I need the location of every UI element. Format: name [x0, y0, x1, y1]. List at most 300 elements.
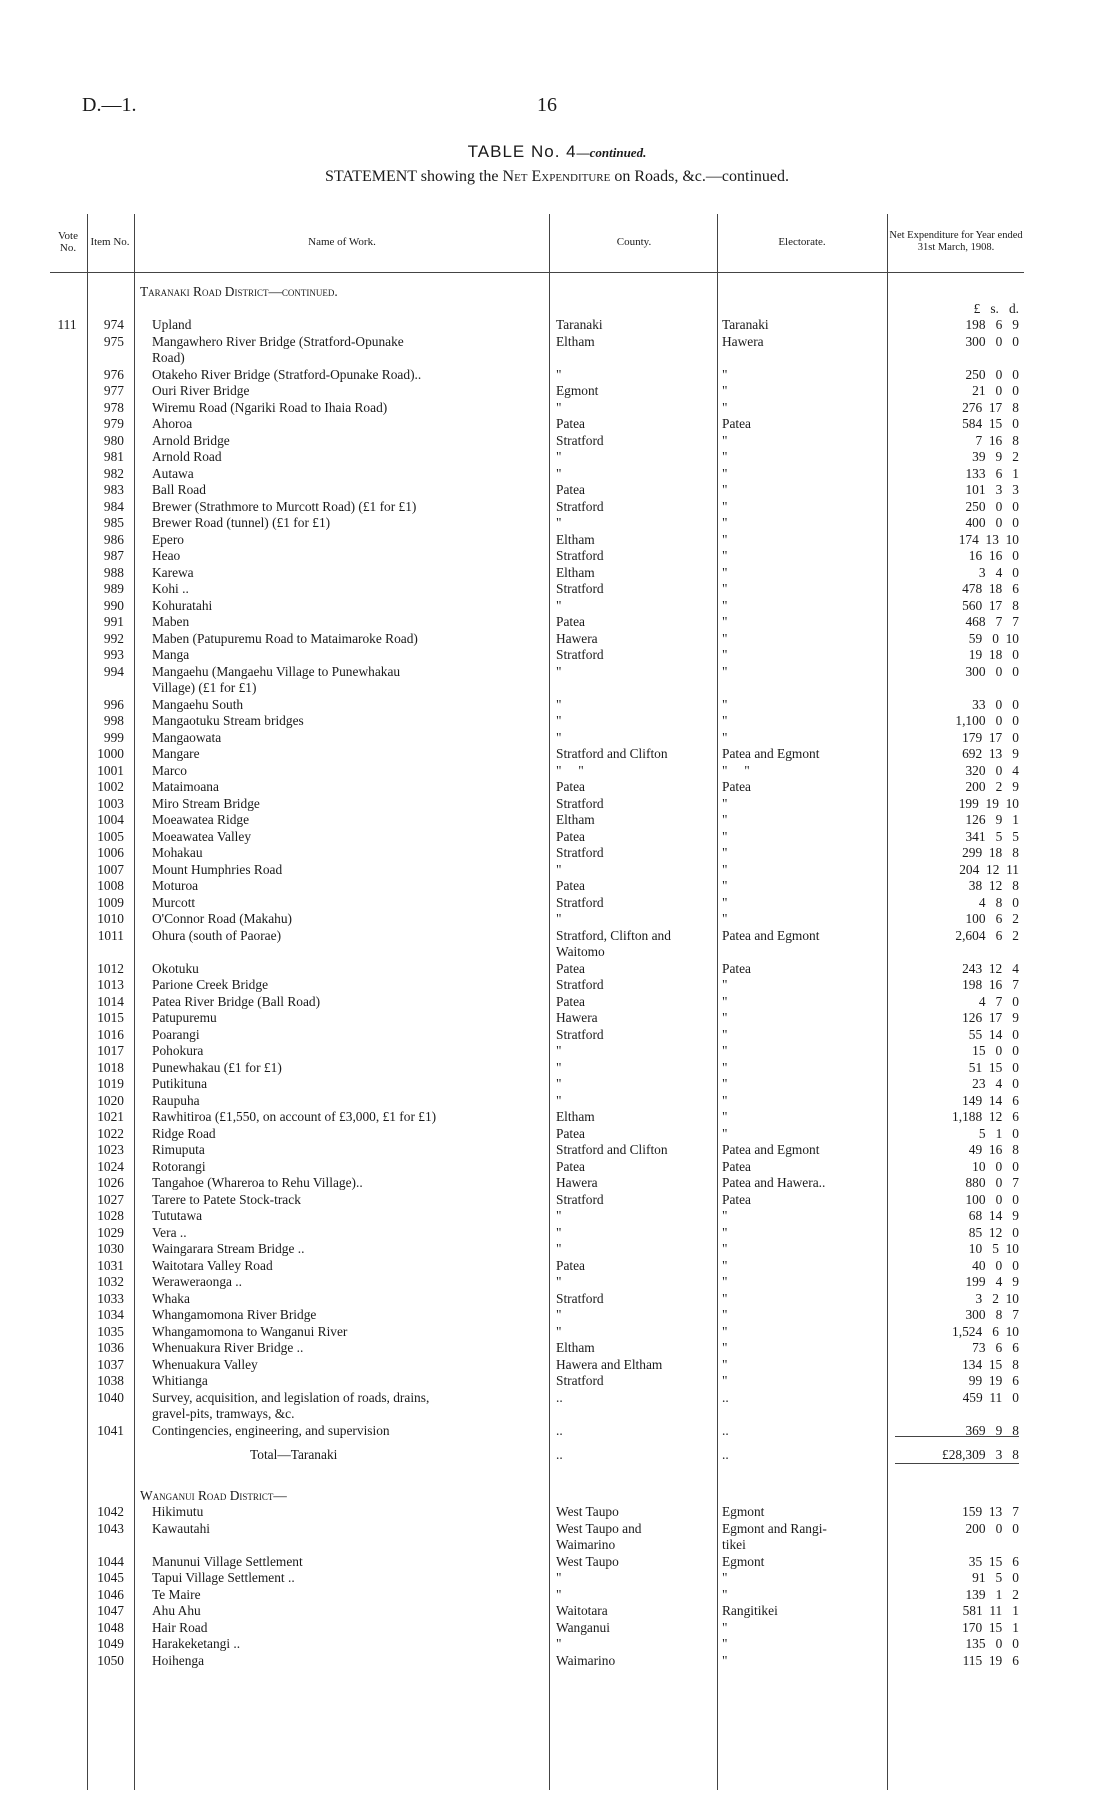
county-cell: Eltham: [556, 1109, 595, 1124]
electorate-cell: ..: [722, 1447, 729, 1462]
expenditure-cell: 369 9 8: [965, 1422, 1019, 1438]
item-cell: 1035: [97, 1323, 124, 1339]
item-cell: 1022: [97, 1125, 124, 1141]
work-name-cell: Mount Humphries Road: [152, 861, 283, 877]
item-cell: 1049: [97, 1636, 124, 1651]
electorate-cell: ": [722, 1026, 728, 1042]
electorate-cell: ": [722, 1274, 728, 1289]
work-name-cell: Okotuku: [152, 960, 199, 976]
page-number: 16: [537, 94, 557, 116]
electorate-cell: ": [722, 432, 728, 448]
electorate-cell: Patea: [722, 779, 751, 794]
electorate-cell: ": [722, 614, 728, 629]
item-cell: 1020: [97, 1092, 124, 1108]
county-cell: Stratford: [556, 1373, 604, 1388]
county-cell: Patea: [556, 1125, 585, 1141]
county-cell: Taranaki: [556, 317, 603, 332]
expenditure-cell: 100 6 2: [965, 911, 1019, 926]
county-cell: ": [556, 515, 562, 530]
item-cell: 1042: [97, 1504, 124, 1519]
work-name-cell: Weraweraonga ..: [152, 1274, 243, 1289]
item-cell: 1019: [97, 1076, 124, 1091]
electorate-cell: ": [722, 399, 728, 415]
expenditure-cell: 198 16 7: [962, 977, 1019, 992]
electorate-cell: ": [722, 1241, 728, 1256]
work-name-cell: Kohi ..: [152, 581, 189, 596]
work-name-cell: Whaka: [152, 1290, 190, 1306]
item-cell: 1016: [97, 1026, 124, 1042]
expenditure-cell: 15 0 0: [972, 1043, 1019, 1058]
electorate-cell: ": [722, 1619, 728, 1635]
electorate-cell: Egmont: [722, 1504, 765, 1519]
item-cell: 1009: [97, 894, 124, 910]
electorate-cell: ": [722, 977, 728, 992]
expenditure-cell: 198 6 9: [965, 317, 1019, 332]
electorate-cell: ": [722, 812, 728, 827]
expenditure-cell: 19 18 0: [968, 647, 1019, 662]
item-cell: 1040: [97, 1389, 124, 1405]
item-cell: 979: [103, 416, 124, 431]
electorate-cell: ": [722, 894, 728, 910]
expenditure-cell: 459 11 0: [962, 1389, 1019, 1405]
county-cell: ": [556, 696, 562, 712]
item-cell: 992: [103, 630, 124, 646]
expenditure-cell: 692 13 9: [962, 746, 1019, 761]
work-name-cell: O'Connor Road (Makahu): [152, 911, 293, 926]
expenditure-cell: 100 0 0: [965, 1191, 1019, 1207]
work-name-cell: Patupuremu: [152, 1010, 217, 1025]
expenditure-cell: 2,604 6 2: [955, 927, 1019, 943]
item-cell: 983: [103, 482, 124, 497]
item-cell: 984: [103, 498, 124, 514]
col-header-expenditure: Net Expenditure for Year ended 31st March, 1908.: [889, 230, 1023, 253]
county-cell: Egmont: [556, 383, 599, 398]
work-name-cell: Ridge Road: [152, 1125, 216, 1141]
county-cell: ": [556, 449, 562, 464]
expenditure-cell: 200 2 9: [965, 779, 1019, 794]
expenditure-cell: 21 0 0: [972, 383, 1019, 398]
electorate-cell: Taranaki: [722, 317, 769, 332]
electorate-cell: Patea and Egmont: [722, 927, 820, 943]
expenditure-cell: 300 0 0: [965, 333, 1019, 349]
item-cell: 1043: [97, 1520, 124, 1536]
expenditure-cell: 204 12 11: [959, 861, 1019, 877]
expenditure-cell: 126 17 9: [962, 1010, 1019, 1025]
item-cell: 975: [103, 333, 124, 349]
work-name-cell: Brewer (Strathmore to Murcott Road) (£1 for £1): [152, 498, 417, 514]
electorate-cell: ": [722, 531, 728, 547]
expenditure-cell: 4 7 0: [978, 993, 1019, 1009]
work-name-cell: Whitianga: [152, 1373, 208, 1388]
work-name-cell: Mangaehu (Mangaehu Village to Punewhakau Village) (£1 for £1): [152, 663, 401, 695]
county-cell: Hawera: [556, 1010, 598, 1025]
electorate-cell: ": [722, 383, 728, 398]
item-cell: 1034: [97, 1307, 124, 1322]
expenditure-cell: 10 0 0: [972, 1158, 1019, 1174]
expenditure-cell: 320 0 4: [965, 762, 1019, 778]
expenditure-cell: 85 12 0: [968, 1224, 1019, 1240]
work-name-cell: Rimuputa: [152, 1142, 205, 1157]
county-cell: ": [556, 1059, 562, 1075]
work-name-cell: Ahu Ahu: [152, 1603, 201, 1618]
work-name-cell: Mangare: [152, 746, 200, 761]
expenditure-cell: 73 6 6: [972, 1340, 1019, 1355]
electorate-cell: Patea and Egmont: [722, 746, 820, 761]
work-name-cell: Total—Taranaki: [250, 1447, 338, 1462]
work-name-cell: Otakeho River Bridge (Stratford-Opunake Road)..: [152, 366, 422, 382]
item-cell: 994: [103, 663, 124, 679]
item-cell: 978: [103, 399, 124, 415]
county-cell: Stratford: [556, 548, 604, 563]
expenditure-cell: 200 0 0: [965, 1520, 1019, 1536]
county-cell: Patea: [556, 960, 585, 976]
item-cell: 1000: [97, 746, 124, 761]
work-name-cell: Punewhakau (£1 for £1): [152, 1059, 282, 1075]
county-cell: ": [556, 1092, 562, 1108]
county-cell: ": [556, 861, 562, 877]
work-name-cell: Tututawa: [152, 1208, 203, 1223]
work-name-cell: Murcott: [152, 894, 196, 910]
electorate-cell: Patea: [722, 416, 751, 431]
electorate-cell: ": [722, 1109, 728, 1124]
expenditure-cell: 16 16 0: [968, 548, 1019, 563]
expenditure-cell: £28,309 3 8: [942, 1447, 1019, 1462]
item-cell: 1030: [97, 1241, 124, 1256]
expenditure-cell: 174 13 10: [958, 531, 1019, 547]
electorate-cell: Egmont and Rangi- tikei: [722, 1520, 827, 1552]
electorate-cell: ": [722, 1323, 728, 1339]
item-cell: 974: [103, 317, 124, 332]
item-cell: 999: [103, 729, 124, 745]
expenditure-cell: 38 12 8: [968, 878, 1019, 893]
county-cell: ": [556, 1307, 562, 1322]
work-name-cell: Hoihenga: [152, 1652, 205, 1668]
work-name-cell: Survey, acquisition, and legislation of roads, drains, gravel-pits, tramways, &c.: [152, 1389, 430, 1421]
item-cell: 989: [103, 581, 124, 596]
work-name-cell: Manga: [152, 647, 190, 662]
work-name-cell: Whenuakura Valley: [152, 1356, 258, 1372]
electorate-cell: ": [722, 1043, 728, 1058]
work-name-cell: Manunui Village Settlement: [152, 1553, 303, 1569]
item-cell: 991: [103, 614, 124, 629]
electorate-cell: ": [722, 1570, 728, 1585]
work-name-cell: Arnold Road: [152, 449, 222, 464]
item-cell: 1008: [97, 878, 124, 893]
item-cell: 1041: [97, 1422, 124, 1438]
work-name-cell: Mohakau: [152, 845, 203, 860]
item-cell: 1007: [97, 861, 124, 877]
county-cell: Patea: [556, 993, 585, 1009]
col-header-item: Item No.: [90, 236, 130, 248]
item-cell: 1026: [97, 1175, 124, 1190]
item-cell: 1014: [97, 993, 124, 1009]
table-title-continued: —continued.: [576, 145, 647, 160]
work-name-cell: Wanganui Road District—: [140, 1487, 287, 1503]
expenditure-cell: 170 15 1: [962, 1619, 1019, 1635]
expenditure-cell: 468 7 7: [965, 614, 1019, 629]
electorate-cell: ": [722, 548, 728, 563]
col-header-name: Name of Work.: [308, 236, 376, 248]
county-cell: ": [556, 911, 562, 926]
electorate-cell: ": [722, 1307, 728, 1322]
item-cell: 990: [103, 597, 124, 613]
county-cell: Hawera: [556, 630, 598, 646]
work-name-cell: Hikimutu: [152, 1504, 204, 1519]
expenditure-cell: 23 4 0: [972, 1076, 1019, 1091]
expenditure-cell: 300 0 0: [965, 663, 1019, 679]
item-cell: 1002: [97, 779, 124, 794]
work-name-cell: Mangawhero River Bridge (Stratford-Opunake Road): [152, 333, 404, 365]
item-cell: 1021: [97, 1109, 124, 1124]
electorate-cell: ": [722, 465, 728, 481]
electorate-cell: ": [722, 861, 728, 877]
work-name-cell: Hair Road: [152, 1619, 208, 1635]
item-cell: 1044: [97, 1553, 124, 1569]
expenditure-cell: 478 18 6: [962, 581, 1019, 596]
expenditure-cell: 68 14 9: [968, 1208, 1019, 1223]
work-name-cell: Pohokura: [152, 1043, 204, 1058]
work-name-cell: Poarangi: [152, 1026, 200, 1042]
county-cell: Stratford: [556, 1191, 604, 1207]
county-cell: ": [556, 713, 562, 728]
item-cell: 1023: [97, 1142, 124, 1157]
county-cell: Eltham: [556, 1340, 595, 1355]
work-name-cell: Mangaowata: [152, 729, 222, 745]
work-name-cell: Ball Road: [152, 482, 206, 497]
expenditure-cell: 135 0 0: [965, 1636, 1019, 1651]
electorate-cell: ": [722, 1125, 728, 1141]
expenditure-cell: 3 2 10: [975, 1290, 1019, 1306]
expenditure-cell: 51 15 0: [968, 1059, 1019, 1075]
work-name-cell: Mangaehu South: [152, 696, 244, 712]
county-cell: Stratford and Clifton: [556, 746, 668, 761]
electorate-cell: Patea and Egmont: [722, 1142, 820, 1157]
expenditure-cell: 3 4 0: [978, 564, 1019, 580]
expenditure-cell: 134 15 8: [962, 1356, 1019, 1372]
work-name-cell: Mataimoana: [152, 779, 219, 794]
vote-cell: 111: [57, 317, 77, 332]
item-cell: 998: [103, 713, 124, 728]
electorate-cell: ": [722, 1059, 728, 1075]
expenditure-cell: 99 19 6: [968, 1373, 1019, 1388]
electorate-cell: ": [722, 993, 728, 1009]
county-cell: Patea: [556, 1158, 585, 1174]
work-name-cell: Maben (Patupuremu Road to Mataimaroke Road): [152, 630, 418, 646]
work-name-cell: Raupuha: [152, 1092, 200, 1108]
work-name-cell: Upland: [152, 317, 192, 332]
county-cell: Eltham: [556, 564, 595, 580]
county-cell: ": [556, 1586, 562, 1602]
expenditure-cell: 39 9 2: [972, 449, 1019, 464]
expenditure-cell: 115 19 6: [962, 1652, 1019, 1668]
item-cell: 976: [103, 366, 124, 382]
item-cell: 1018: [97, 1059, 124, 1075]
item-cell: 1003: [97, 795, 124, 811]
col-header-vote: Vote No.: [58, 230, 78, 254]
item-cell: 1047: [97, 1603, 124, 1618]
electorate-cell: Patea and Hawera..: [722, 1175, 826, 1190]
item-cell: 1033: [97, 1290, 124, 1306]
item-cell: 1010: [97, 911, 124, 926]
county-cell: ": [556, 1274, 562, 1289]
expenditure-cell: 40 0 0: [972, 1257, 1019, 1273]
county-cell: " ": [556, 762, 584, 778]
expenditure-cell: 33 0 0: [972, 696, 1019, 712]
work-name-cell: Mangaotuku Stream bridges: [152, 713, 304, 728]
expenditure-cell: 59 0 10: [968, 630, 1019, 646]
electorate-cell: ": [722, 1356, 728, 1372]
county-cell: Stratford: [556, 581, 604, 596]
county-cell: West Taupo and Waimarino: [556, 1520, 642, 1552]
item-cell: 986: [103, 531, 124, 547]
county-cell: ..: [556, 1389, 563, 1405]
county-cell: Stratford: [556, 498, 604, 514]
electorate-cell: ": [722, 911, 728, 926]
electorate-cell: ..: [722, 1422, 729, 1438]
electorate-cell: ": [722, 1257, 728, 1273]
expenditure-cell: 35 15 6: [968, 1553, 1019, 1569]
county-cell: Hawera: [556, 1175, 598, 1190]
electorate-cell: ": [722, 1586, 728, 1602]
item-cell: 1038: [97, 1373, 124, 1388]
electorate-cell: ": [722, 729, 728, 745]
expenditure-cell: 250 0 0: [965, 498, 1019, 514]
item-cell: 1028: [97, 1208, 124, 1223]
electorate-cell: " ": [722, 762, 750, 778]
work-name-cell: Tarere to Patete Stock-track: [152, 1191, 301, 1207]
expenditure-cell: 276 17 8: [962, 399, 1019, 415]
item-cell: 1001: [97, 762, 124, 778]
expenditure-cell: 7 16 8: [975, 432, 1019, 448]
electorate-cell: ": [722, 1224, 728, 1240]
county-cell: Stratford: [556, 432, 604, 448]
electorate-cell: ": [722, 1010, 728, 1025]
item-cell: 1046: [97, 1586, 124, 1602]
item-cell: 1032: [97, 1274, 124, 1289]
county-cell: ": [556, 1323, 562, 1339]
item-cell: 980: [103, 432, 124, 448]
expenditure-cell: 1,100 0 0: [955, 713, 1019, 728]
county-cell: ": [556, 1043, 562, 1058]
item-cell: 1031: [97, 1257, 124, 1273]
table-title-main: TABLE No. 4: [467, 142, 577, 161]
work-name-cell: Heao: [152, 548, 181, 563]
work-name-cell: Ohura (south of Paorae): [152, 927, 282, 943]
item-cell: 1027: [97, 1191, 124, 1207]
work-name-cell: Ahoroa: [152, 416, 193, 431]
item-cell: 1011: [97, 927, 124, 943]
work-name-cell: Arnold Bridge: [152, 432, 230, 448]
expenditure-cell: 49 16 8: [968, 1142, 1019, 1157]
work-name-cell: Waingarara Stream Bridge ..: [152, 1241, 305, 1256]
expenditure-cell: 299 18 8: [962, 845, 1019, 860]
document-reference: D.—1.: [82, 94, 137, 116]
county-cell: ": [556, 366, 562, 382]
electorate-cell: ": [722, 1652, 728, 1668]
col-header-electorate: Electorate.: [778, 236, 826, 248]
expenditure-cell: 250 0 0: [965, 366, 1019, 382]
expenditure-cell: 880 0 7: [965, 1175, 1019, 1190]
expenditure-cell: 179 17 0: [962, 729, 1019, 745]
work-name-cell: Tangahoe (Whareroa to Rehu Village)..: [152, 1175, 363, 1190]
expenditure-cell: 159 13 7: [962, 1504, 1019, 1519]
item-cell: 977: [103, 383, 124, 398]
work-name-cell: Whangamomona to Wanganui River: [152, 1323, 348, 1339]
expenditure-cell: 1,188 12 6: [952, 1109, 1019, 1124]
county-cell: Hawera and Eltham: [556, 1356, 663, 1372]
electorate-cell: ": [722, 482, 728, 497]
county-cell: Stratford: [556, 894, 604, 910]
electorate-cell: ": [722, 1208, 728, 1223]
county-cell: ..: [556, 1447, 563, 1462]
county-cell: Waimarino: [556, 1652, 616, 1668]
electorate-cell: ": [722, 581, 728, 596]
county-cell: Stratford: [556, 977, 604, 992]
work-name-cell: Epero: [152, 531, 184, 547]
work-name-cell: Miro Stream Bridge: [152, 795, 260, 811]
electorate-cell: ": [722, 449, 728, 464]
county-cell: Stratford, Clifton and Waitomo: [556, 927, 671, 959]
electorate-cell: ": [722, 597, 728, 613]
expenditure-cell: 10 5 10: [968, 1241, 1019, 1256]
expenditure-cell: 581 11 1: [962, 1603, 1019, 1618]
electorate-cell: ": [722, 1636, 728, 1651]
expenditure-cell: 4 8 0: [978, 894, 1019, 910]
county-cell: ": [556, 663, 562, 679]
electorate-cell: ": [722, 1340, 728, 1355]
work-name-cell: Rawhitiroa (£1,550, on account of £3,000, £1 for £1): [152, 1109, 437, 1124]
expenditure-cell: 300 8 7: [965, 1307, 1019, 1322]
item-cell: 996: [103, 696, 124, 712]
item-cell: 982: [103, 465, 124, 481]
expenditure-cell: 584 15 0: [962, 416, 1019, 431]
electorate-cell: ": [722, 630, 728, 646]
expenditure-cell: 341 5 5: [965, 828, 1019, 844]
item-cell: 985: [103, 515, 124, 530]
county-cell: Stratford: [556, 1290, 604, 1306]
county-cell: Waitotara: [556, 1603, 608, 1618]
work-name-cell: Contingencies, engineering, and supervision: [152, 1422, 390, 1438]
work-name-cell: Tapui Village Settlement ..: [152, 1570, 295, 1585]
work-name-cell: Moeawatea Ridge: [152, 812, 250, 827]
item-cell: 1012: [97, 960, 124, 976]
electorate-cell: ": [722, 696, 728, 712]
county-cell: Patea: [556, 878, 585, 893]
work-name-cell: Maben: [152, 614, 190, 629]
county-cell: Stratford: [556, 795, 604, 811]
item-cell: 1036: [97, 1340, 124, 1355]
col-header-county: County.: [616, 236, 652, 248]
county-cell: ": [556, 597, 562, 613]
electorate-cell: Patea: [722, 960, 751, 976]
electorate-cell: ": [722, 878, 728, 893]
county-cell: Patea: [556, 416, 585, 431]
county-cell: ..: [556, 1422, 563, 1438]
expenditure-cell: 91 5 0: [972, 1570, 1019, 1585]
work-name-cell: Vera ..: [152, 1224, 187, 1240]
work-name-cell: Whenuakura River Bridge ..: [152, 1340, 304, 1355]
electorate-cell: ": [722, 515, 728, 530]
work-name-cell: Kohuratahi: [152, 597, 213, 613]
electorate-cell: ": [722, 845, 728, 860]
expenditure-cell: £ s. d.: [973, 300, 1019, 316]
county-cell: Eltham: [556, 531, 595, 547]
item-cell: 988: [103, 564, 124, 580]
work-name-cell: Brewer Road (tunnel) (£1 for £1): [152, 515, 331, 530]
electorate-cell: ": [722, 713, 728, 728]
item-cell: 1045: [97, 1570, 124, 1585]
work-name-cell: Patea River Bridge (Ball Road): [152, 993, 321, 1009]
